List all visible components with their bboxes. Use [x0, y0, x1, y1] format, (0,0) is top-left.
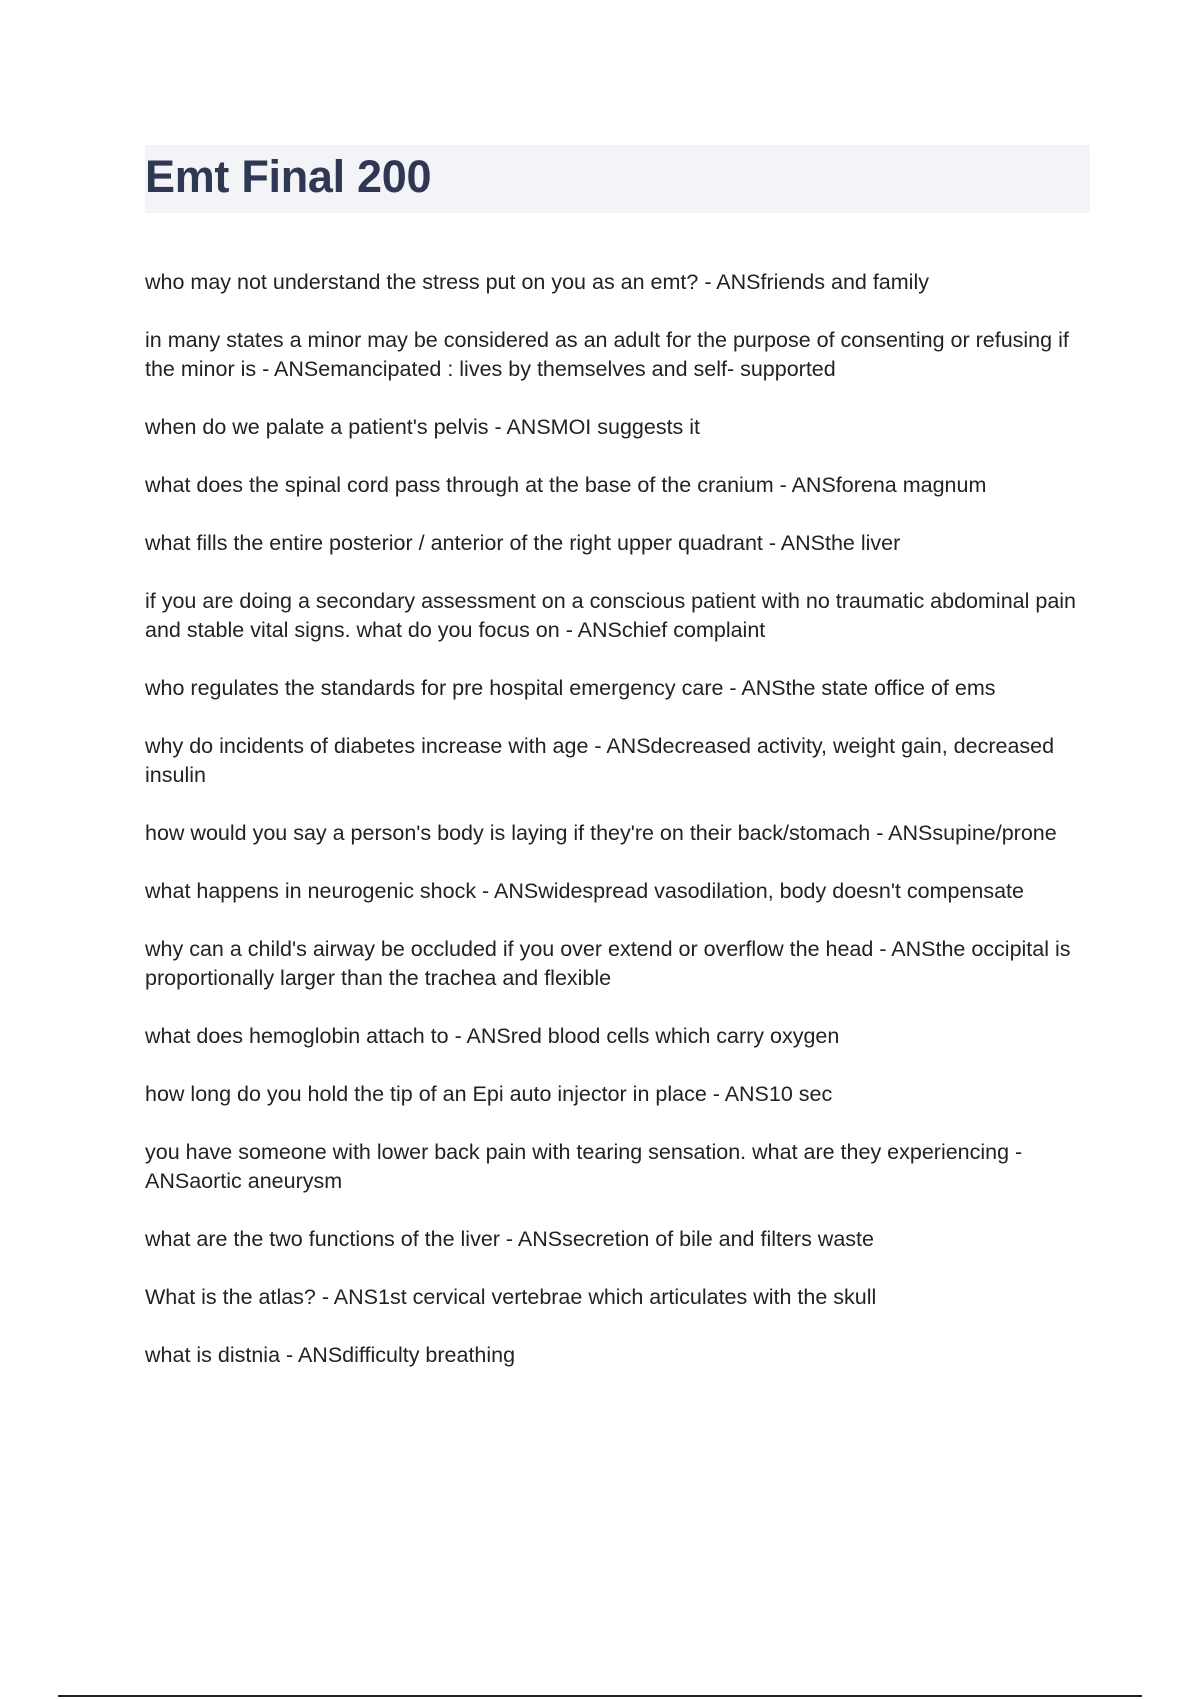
- qa-item: in many states a minor may be considered as an adult for the purpose of consenting or refusing if the minor is - ANSemancipated : lives by themselves and self- supported: [145, 328, 1069, 381]
- qa-item: what happens in neurogenic shock - ANSwidespread vasodilation, body doesn't compensate: [145, 879, 1024, 903]
- qa-item: why can a child's airway be occluded if you over extend or overflow the head - ANSthe occipital is proportionally larger than the trachea and flexible: [145, 937, 1071, 990]
- qa-item: you have someone with lower back pain with tearing sensation. what are they experiencing - ANSaortic aneurysm: [145, 1140, 1023, 1193]
- qa-item: when do we palate a patient's pelvis - ANSMOI suggests it: [145, 415, 701, 439]
- qa-item: who may not understand the stress put on you as an emt? - ANSfriends and family: [145, 270, 929, 294]
- document-title: Emt Final 200: [145, 151, 432, 202]
- qa-item: what fills the entire posterior / anterior of the right upper quadrant - ANSthe liver: [145, 531, 901, 555]
- qa-item: who regulates the standards for pre hospital emergency care - ANSthe state office of ems: [145, 676, 996, 700]
- qa-item: what are the two functions of the liver - ANSsecretion of bile and filters waste: [145, 1227, 874, 1251]
- qa-item: what does hemoglobin attach to - ANSred blood cells which carry oxygen: [145, 1024, 840, 1048]
- qa-item: why do incidents of diabetes increase with age - ANSdecreased activity, weight gain, decreased insulin: [145, 734, 1055, 787]
- qa-item: what is distnia - ANSdifficulty breathing: [145, 1343, 516, 1367]
- qa-item: how would you say a person's body is laying if they're on their back/stomach - ANSsupine/prone: [145, 821, 1057, 845]
- qa-item: how long do you hold the tip of an Epi auto injector in place - ANS10 sec: [145, 1082, 833, 1106]
- qa-item: if you are doing a secondary assessment on a conscious patient with no traumatic abdominal pain and stable vital signs. what do you focus on - ANSchief complaint: [145, 589, 1077, 642]
- qa-item: what does the spinal cord pass through at the base of the cranium - ANSforena magnum: [145, 473, 987, 497]
- footer-divider: [58, 1695, 1142, 1697]
- qa-list: [145, 268, 1090, 1399]
- title-band: [145, 145, 1090, 213]
- qa-item: What is the atlas? - ANS1st cervical vertebrae which articulates with the skull: [145, 1285, 877, 1309]
